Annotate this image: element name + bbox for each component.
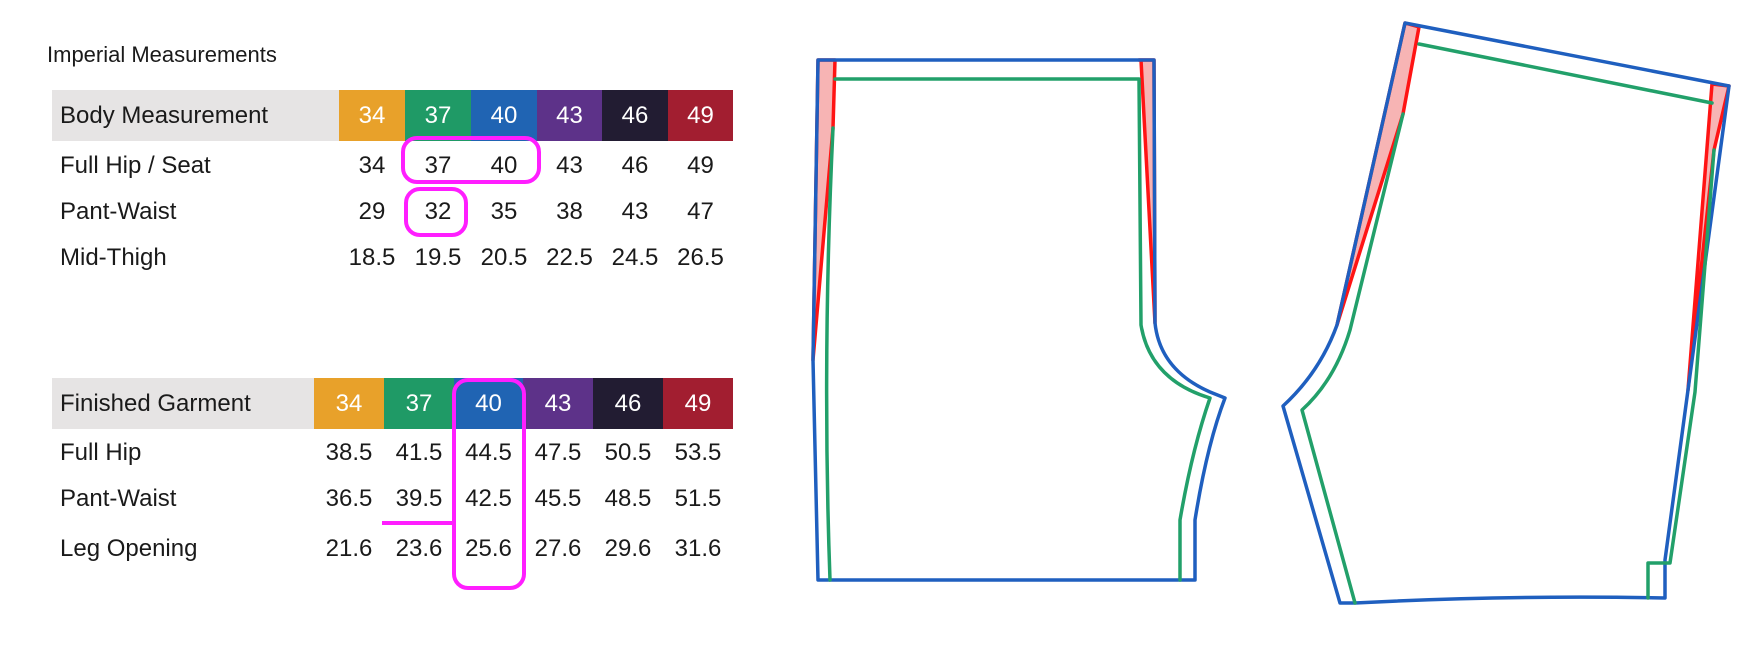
value-cell: 32	[424, 198, 452, 225]
value-cell: 40	[490, 152, 518, 179]
size-header-40: 40	[471, 90, 537, 141]
back-adjust-left	[1337, 23, 1419, 325]
value-cell: 31.6	[674, 535, 722, 562]
value-cell: 29.6	[604, 535, 652, 562]
front-pant-piece	[813, 60, 1225, 580]
value-cell: 48.5	[604, 485, 652, 512]
size-header-49: 49	[663, 378, 733, 429]
value-cell: 39.5	[395, 485, 443, 512]
value-cell: 53.5	[674, 439, 722, 466]
row-label: Full Hip	[60, 439, 142, 466]
size-header-34: 34	[314, 378, 384, 429]
size-header-43: 43	[537, 90, 602, 141]
header-label: Body Measurement	[60, 101, 269, 129]
value-cell: 47.5	[534, 439, 582, 466]
value-cell: 22.5	[546, 244, 593, 271]
value-cell: 50.5	[604, 439, 652, 466]
size-header-40: 40	[454, 378, 523, 429]
value-cell: 49	[687, 152, 714, 179]
value-cell: 38	[556, 198, 583, 225]
row-label: Pant-Waist	[60, 485, 177, 512]
value-cell: 24.5	[611, 244, 659, 271]
size-header-37: 37	[405, 90, 471, 141]
row-label: Full Hip / Seat	[60, 152, 211, 179]
back-pant-piece	[1283, 23, 1729, 603]
value-cell: 47	[687, 198, 714, 225]
value-cell: 29	[358, 198, 386, 225]
header-label: Finished Garment	[60, 389, 251, 417]
value-cell: 51.5	[674, 485, 722, 512]
value-cell: 44.5	[465, 439, 512, 466]
size-header-46: 46	[593, 378, 663, 429]
row-label: Mid-Thigh	[60, 244, 167, 271]
imperial-title: Imperial Measurements	[47, 42, 277, 67]
value-cell: 19.5	[414, 244, 462, 271]
value-cell: 38.5	[325, 439, 373, 466]
value-cell: 18.5	[348, 244, 396, 271]
value-cell: 25.6	[465, 535, 512, 562]
size-header-43: 43	[523, 378, 593, 429]
back-outer-outline	[1283, 23, 1729, 603]
value-cell: 23.6	[395, 535, 443, 562]
front-outer-outline	[813, 60, 1225, 580]
value-cell: 46	[621, 152, 649, 179]
value-cell: 36.5	[325, 485, 373, 512]
value-cell: 41.5	[395, 439, 443, 466]
size-header-49: 49	[668, 90, 733, 141]
size-header-37: 37	[384, 378, 454, 429]
value-cell: 26.5	[677, 244, 724, 271]
value-cell: 35	[490, 198, 518, 225]
value-cell: 43	[556, 152, 583, 179]
value-cell: 37	[424, 152, 452, 179]
row-label: Pant-Waist	[60, 198, 177, 225]
value-cell: 21.6	[325, 535, 373, 562]
size-header-34: 34	[339, 90, 405, 141]
size-header-46: 46	[602, 90, 668, 141]
row-label: Leg Opening	[60, 535, 198, 562]
value-cell: 20.5	[480, 244, 528, 271]
value-cell: 42.5	[465, 485, 512, 512]
value-cell: 45.5	[534, 485, 582, 512]
back-inner-outline	[1302, 44, 1714, 603]
value-cell: 43	[621, 198, 649, 225]
value-cell: 27.6	[534, 535, 582, 562]
value-cell: 34	[358, 152, 386, 179]
